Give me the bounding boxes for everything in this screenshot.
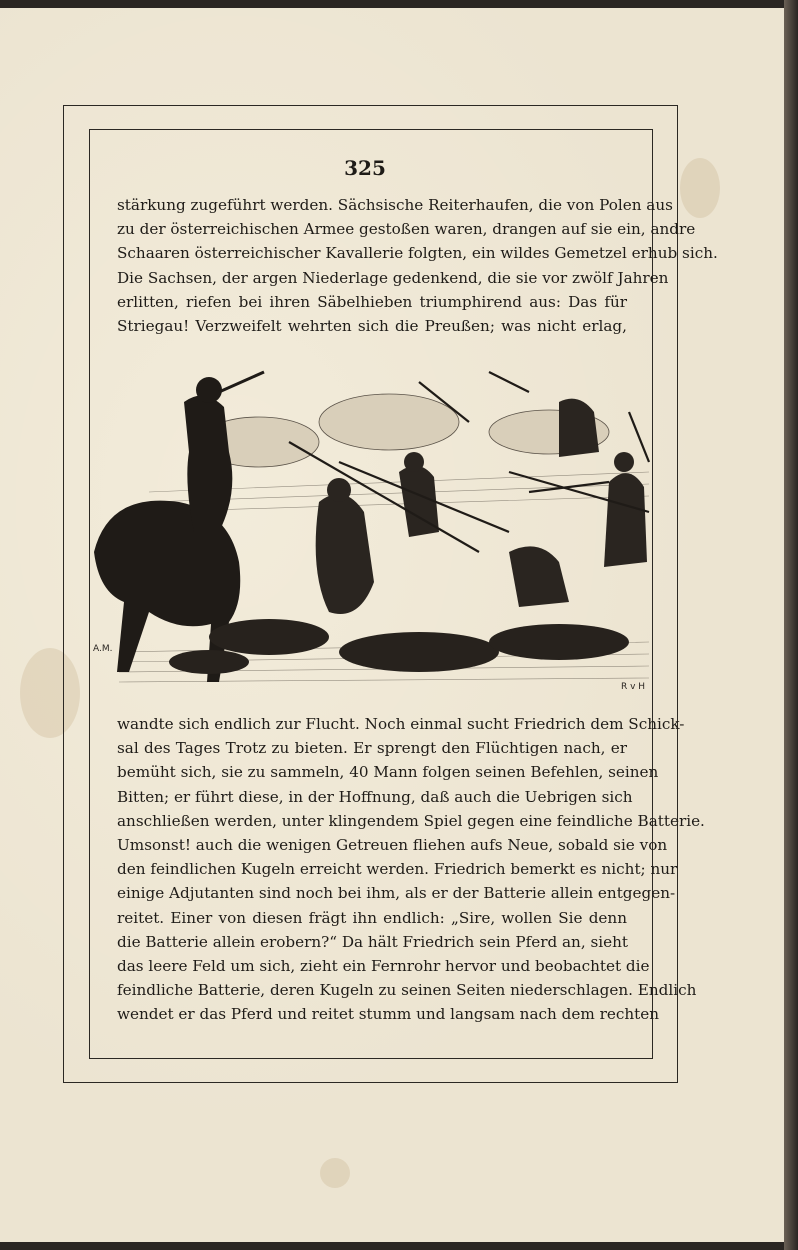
text-line: anschließen werden, unter klingendem Spiel gegen eine feindliche Batterie. xyxy=(117,811,705,830)
book-spine xyxy=(784,0,798,1250)
text-line: wandte sich endlich zur Flucht. Noch einmal sucht Friedrich dem Schick- xyxy=(117,715,685,733)
artist-signature-left: A.M. xyxy=(93,644,113,654)
battle-illustration xyxy=(89,362,651,692)
text-line: Striegau! Verzweifelt wehrten sich die Preußen; was nicht erlag, xyxy=(117,316,627,335)
page-number: 325 xyxy=(344,156,386,180)
paper-stain xyxy=(320,1158,350,1188)
text-top xyxy=(117,193,718,338)
text-line: das leere Feld um sich, zieht ein Fernrohr hervor und beobachtet die xyxy=(117,956,650,975)
text-line: reitet. Einer von diesen frägt ihn endlich: „Sire, wollen Sie denn xyxy=(117,908,627,927)
text-line: wendet er das Pferd und reitet stumm und langsam nach dem rechten xyxy=(117,1005,659,1024)
text-line: feindliche Batterie, deren Kugeln zu seinen Seiten niederschlagen. Endlich xyxy=(117,981,697,1000)
book-page xyxy=(0,8,786,1242)
text-bottom xyxy=(117,712,705,1026)
text-line: die Batterie allein erobern?“ Da hält Friedrich sein Pferd an, sieht xyxy=(117,932,629,951)
text-line: zu der österreichischen Armee gestoßen waren, drangen auf sie ein, andre xyxy=(117,220,696,239)
text-line: sal des Tages Trotz zu bieten. Er sprengt den Flüchtigen nach, er xyxy=(117,739,627,758)
battle-engraving xyxy=(89,362,651,692)
artist-signature-right: R v H xyxy=(621,682,646,692)
text-line: Die Sachsen, der argen Niederlage gedenkend, die sie vor zwölf Jahren xyxy=(117,268,669,287)
text-line: Umsonst! auch die wenigen Getreuen fliehen aufs Neue, sobald sie von xyxy=(117,835,668,854)
text-line: den feindlichen Kugeln erreicht werden. Friedrich bemerkt es nicht; nur xyxy=(117,860,678,879)
text-line: bemüht sich, sie zu sammeln, 40 Mann folgen seinen Befehlen, seinen xyxy=(117,763,659,782)
text-line: erlitten, riefen bei ihren Säbelhieben triumphirend aus: Das für xyxy=(117,292,627,311)
text-line: einige Adjutanten sind noch bei ihm, als er der Batterie allein entgegen- xyxy=(117,884,676,903)
text-line: stärkung zugeführt werden. Sächsische Reiterhaufen, die von Polen aus xyxy=(117,196,673,214)
text-line: Bitten; er führt diese, in der Hoffnung, daß auch die Uebrigen sich xyxy=(117,787,633,806)
text-line: Schaaren österreichischer Kavallerie folgten, ein wildes Gemetzel erhub sich. xyxy=(117,244,718,263)
